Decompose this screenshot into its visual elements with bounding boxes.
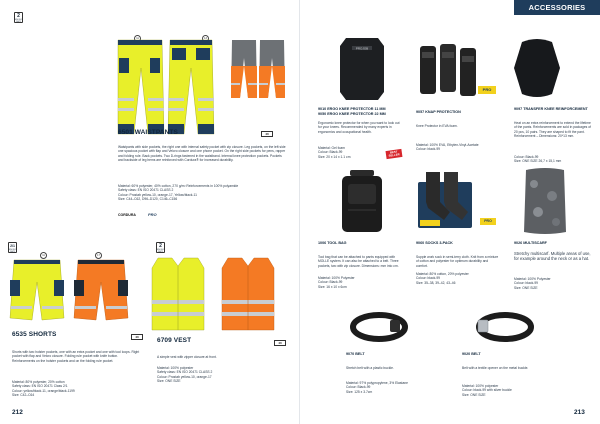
socks-size: Size: 35–38, 39–42, 43–46 <box>416 280 456 285</box>
knee-protector-title <box>318 107 408 116</box>
multiscarf-specs <box>514 277 594 290</box>
tool-bag-specs <box>318 276 402 289</box>
vest-size: Size: ONE SIZE <box>157 379 181 384</box>
belt2-material: Material: 100% polyester <box>462 384 499 388</box>
right-page <box>300 0 600 424</box>
tool-bag-description: Tool bag that can be attached to pants equipped with MOLLE system. It can also be attached to a belt. Three pockets, two with zip closure. Dimensions: mm into cm. <box>318 255 399 268</box>
socks-specs <box>416 272 500 285</box>
section-banner: ACCESSORIES <box>514 0 600 15</box>
multiscarf-title: 9026 MULTISCARF <box>514 241 547 245</box>
en-iso-certificate-badge <box>14 12 23 23</box>
page-number: 212 <box>12 409 23 416</box>
knee-protector-label: PROJOB <box>355 46 369 51</box>
multiscarf-material: Material: 100% Polyester <box>514 277 551 281</box>
shorts-illustration <box>8 258 138 328</box>
colour-dot: 11 <box>134 35 141 42</box>
pro-tag: PRO <box>480 218 496 225</box>
tool-bag-colour: Colour: Black-99 <box>318 280 343 285</box>
tool-bag-size: Size: 16 x 10 x 6cm <box>318 284 347 289</box>
waistpants-specs <box>118 184 288 202</box>
shorts-yellow <box>10 260 64 320</box>
socks-colour: Colour: black-99 <box>416 276 441 281</box>
belt-illustration <box>350 312 408 342</box>
vest-material: Material: 100% polyester <box>157 366 194 370</box>
certificate-label: EN ISO 20471 <box>15 19 22 24</box>
knee-protector-size: Size: 20 x 14 x 1.1 cm <box>318 154 351 159</box>
waistpants-material: Material: 60% polyester, 40% cotton, 270 g/m² Reinforcements in 100% polyamide <box>118 184 239 188</box>
tool-bag-material: Material: 100% Polyester <box>318 276 355 280</box>
shorts-title: 6535 SHORTS <box>12 331 57 338</box>
certificate-number: 2 <box>159 243 162 249</box>
wash-temperature-badge: 40 <box>131 334 143 340</box>
page-number: 213 <box>574 409 585 416</box>
waistpants-colour: Colour: Prostab yellow-10, orange-17, Yellow/black-11 <box>118 192 197 197</box>
waistpants-illustration <box>110 38 300 138</box>
socks-illustration <box>418 172 480 232</box>
wash-temperature-badge: 40 <box>261 131 273 137</box>
colour-dot: 17 <box>95 252 102 259</box>
pro-logo: PRO <box>148 212 157 217</box>
certificate-number: 2/1 <box>10 244 15 248</box>
wash-temperature-badge: 40 <box>274 340 286 346</box>
shorts-material: Material: 80% polyester, 20% cotton <box>12 380 65 384</box>
belt-material: Material: 97% polypropylene, 3% Elastane <box>346 381 408 385</box>
belt-specs <box>346 381 438 394</box>
knee-reinforcement-title: 9097 TRANSFER KNEE REINFORCEMENT <box>514 107 588 111</box>
vest-colour: Colour: Prostab yellow-10, orange-17 <box>157 374 212 379</box>
knee-protector-title-1: 9010 ERGO KNEE PROTECTOR 11 MM <box>318 107 386 111</box>
knee-protector-title-2: 9050 ERGO KNEE PROTECTOR 22 MM <box>318 111 386 116</box>
pro-tag: PRO <box>478 86 496 94</box>
knee-protector-description: Ergonomic knee protector for when you want to look out for your knees. Recommended by many experts in ergonomics and occupational health. <box>318 121 400 134</box>
waistpants-safety-class: Safety class: EN ISO 20471 CLASS 2 <box>118 188 174 193</box>
vest-orange <box>222 258 274 330</box>
belt-size: Size: 125 x 3.7cm <box>346 389 373 394</box>
shorts-orange <box>74 260 128 320</box>
knee-protector-colour: Colour: Black-99 <box>318 150 343 155</box>
vest-specs <box>157 366 285 384</box>
knee-reinforcement-illustration <box>512 38 562 98</box>
shorts-description: Shorts with two holster pockets, one with an extra pocket and one with tool loops. Right pocket with flap and Velcro closure. Folding rule pocket with knife button. Reinforcements on the holster pockets and on the folding rule pocket. <box>12 350 140 363</box>
socks-material: Material: 80% cotton, 20% polyester <box>416 272 469 276</box>
socks-title: 9060 SOCKS 3-PACK <box>416 241 453 245</box>
belt2-size: Size: ONE SIZE <box>462 392 486 397</box>
waistpants-title: 6501 WAISTPANTS <box>118 129 178 136</box>
belt2-title: 9020 BELT <box>462 352 481 356</box>
vest-yellow <box>152 258 204 330</box>
knee-protection-description: Knee Protector in EVA foam. <box>416 124 458 128</box>
knee-protection-specs <box>416 143 500 152</box>
knee-protection-title: 9057 KNAP PROTECTION <box>416 110 461 114</box>
pants-orange <box>231 40 285 98</box>
multiscarf-illustration <box>522 168 568 234</box>
bestseller-badge: BEST SELLER <box>386 149 403 159</box>
multiscarf-size: Size: ONE SIZE <box>514 285 538 290</box>
certificate-label: EN ISO 20471 <box>9 249 16 254</box>
multiscarf-colour: Colour: black-99 <box>514 281 539 286</box>
certificate-number: 2 <box>17 13 20 19</box>
shorts-colour: Colour: yellow/black-11, orange/black-1199 <box>12 388 75 393</box>
vest-illustration <box>148 256 288 334</box>
knee-protection-material: Material: 100% EVA, Ethylen-Vinyl-Acetate <box>416 143 479 147</box>
socks-description: Supple work sock in semi-terry cloth. Knit from a mixture of cotton and polyester for optimum durability and comfort. <box>416 255 499 268</box>
belt2-specs <box>462 384 554 397</box>
knee-protection-colour: Colour: black-99 <box>416 147 441 152</box>
knee-reinforcement-description: Heat on an extra reinforcement to extend the lifetime of the pants. Reinforcements are sold in packages of 20 pcs, 10 pairs. They are shaped to fit the pant. Reinforcement – Dimensions: 20*13 mm. <box>514 121 591 139</box>
knee-reinforcement-size: Size: ONE SIZE 26,7 x 15,1 mm <box>514 159 562 164</box>
belt2-illustration <box>476 312 534 342</box>
multiscarf-description: Stretchy multiscarf. Multiple areas of use, for example around the neck or as a hat. <box>514 251 591 261</box>
vest-safety-class: Safety class: EN ISO 20471 CLASS 2 <box>157 370 213 375</box>
belt-description: Stretch belt with a plastic buckle. <box>346 366 394 370</box>
certificate-label: EN ISO 20471 <box>157 249 164 254</box>
vest-title: 6709 VEST <box>157 337 192 344</box>
en-iso-certificate-badge <box>156 242 165 253</box>
tool-bag-title: 1006 TOOL BAG <box>318 241 347 245</box>
belt-title: 9070 BELT <box>346 352 365 356</box>
waistpants-description: Waistpants with side pockets, the right one with internal safety pocket with zip closure. Leg pockets, on the left side one spacious pocket with flap and Velcro closure and one phone pocket. On the right side pockets for pens, rapper and folding rule. Back pockets. Two D-rings fastened in the waistband. Internal knee protection pockets. Pockets and backside of leg hems are reinforced with Cordura® for increased durability. <box>118 145 286 163</box>
colour-dot: 13 <box>202 35 209 42</box>
en-iso-certificate-badge <box>8 242 17 253</box>
knee-protector-illustration <box>340 38 384 100</box>
shorts-size: Size: C42–C64 <box>12 393 35 398</box>
tool-bag-illustration <box>340 170 384 232</box>
knee-protector-material: Material: Gel foam <box>318 146 345 150</box>
pants-yellow-back <box>168 40 214 134</box>
pants-yellow-front <box>118 40 164 134</box>
vest-description: A simple vest with zipper closure at front. <box>157 355 217 359</box>
waistpants-size: Size: C44–C62, D96–D120, C146–C156 <box>118 197 178 202</box>
belt-colour: Colour: Black-99 <box>346 385 371 390</box>
colour-dot: 11 <box>40 252 47 259</box>
belt2-description: Belt with a textile opener on the metal buckle. <box>462 366 529 370</box>
knee-reinforcement-specs <box>514 155 594 164</box>
shorts-safety-class: Safety class: EN ISO 20471 Class 2/1 <box>12 384 68 389</box>
belt2-colour: Colour: black-99 with silver buckle <box>462 388 512 393</box>
cordura-logo: CORDURA <box>118 213 136 217</box>
knee-reinforcement-colour: Colour: Black-99 <box>514 155 539 159</box>
shorts-specs <box>12 380 140 398</box>
